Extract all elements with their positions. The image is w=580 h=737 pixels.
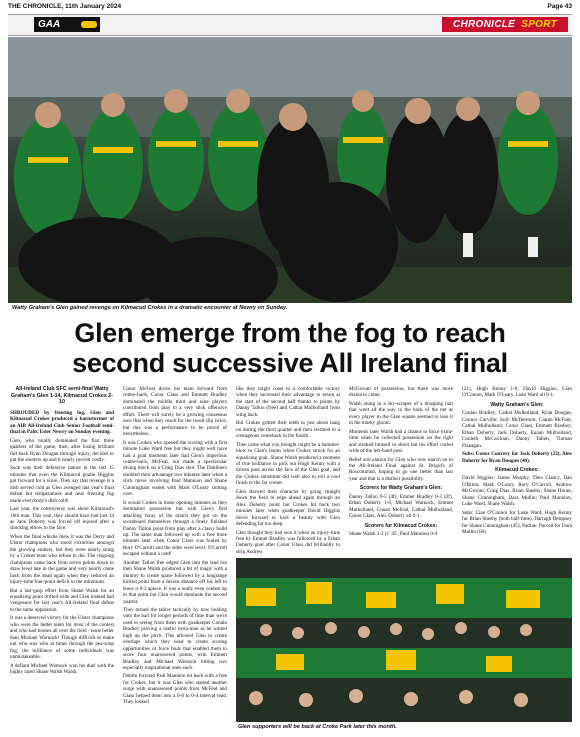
article-column-5	[462, 386, 572, 538]
article-paragraph: Glen showed their character by going straight down the field to edge ahead again through an Alex Doherty point but Crokes hit back two minutes later when goalkeeper David Higgins drove forward to kick a beauty with Glen defending far too deep.	[236, 488, 340, 528]
scorers-glen-heading: Scorers for Watty Graham's Glen:	[359, 485, 443, 492]
scorers-crokes-heading: Scorers for Kilmacud Crokes:	[364, 522, 438, 529]
article-paragraph: McGowan of possession, but there was more drama to come.	[349, 386, 453, 399]
page-number: Page 43	[547, 3, 572, 10]
article-paragraph: Moments later Walsh had a chance to force extra-time when he collected possession on the right and stroked himself to shoot but his effort curled wide of the left-hand post.	[349, 428, 453, 455]
team-crokes-subs: Subs: Cian O'Connor for Luke Ward, Hugh Kenny for Brian Sheehy (both half-time), Darragh Dempsey for Shane Cunningham (45), Padraic Purcell for Dara Mullin (60)	[462, 509, 572, 536]
team-glen-subs: Subs: Conor Convery for Jack Doherty (22), Alex Doherty for Ryan Dougan (40).	[462, 451, 572, 464]
article-paragraph: Last year, the controversy was about Kilmacud's 16th man. This year, they should have had just 14 as Jack Doherty was forced off injured after a shocking elbow to the face.	[10, 506, 114, 532]
article-column-4	[349, 386, 453, 540]
gaa-logo-badge-icon	[81, 21, 97, 28]
article-paragraph: They turned the tables tactically by now holding onto the ball for longer periods of time than we're used to seeing from them with goalkeeper Conaln Bradley proving a useful extra-man as he waited high up the pitch. This allowed Glen to create overlaps which they used to create scoring opportunities or force fouls that enabled them to score four unanswered points, with Emmett Bradley and Michael Warnock hitting two especially inspirational ones each.	[123, 606, 227, 672]
article-paragraph: Glen, who totally dominated the first three quarters of the game, then, after losing brilliant full back Ryan Dougan through injury, decided to put the shutters up and it nearly proved costly.	[10, 437, 114, 463]
masthead-strip	[8, 3, 572, 13]
brand-sport: SPORT	[521, 19, 558, 30]
article-paragraph: It was a deserved victory for the Ulster champions who were the better team for most of the contest and who had bosses all over the field - none better than Michael Warnock! Though difficult to make out who was who at times through the pea-soup fog, the brilliance of some individuals was unmistakeable.	[10, 615, 114, 661]
masthead-date: THE CHRONICLE, 11th January 2024	[8, 3, 122, 10]
team-huddle-photo	[8, 37, 572, 303]
article-paragraph: Walsh stung in a sky-scraper of a dropping ball that went all the way to the back of the net as every player in the Glen square seemed to lose it in the murky gloom.	[349, 400, 453, 427]
headline-line-2: second successive All Ireland final	[72, 348, 508, 378]
brand-name: CHRONICLE	[452, 19, 516, 30]
article-column-3	[236, 386, 340, 557]
article-paragraph: Another Tallon free edged Glen into the lead but then Shane Walsh produced a bit of magic with a dummy to create space followed by a longrange kicked point from a decent distance off his left to leave it 0-3 apiece. It was a really even contest up to that point but Glen would dominate the second quarter.	[123, 559, 227, 605]
section-bar	[8, 14, 572, 36]
supporters-caption: Glen supporters will be back at Croke Park later this month.	[238, 724, 397, 730]
article-paragraph: Glen thought they had won it when an injury-time free by Emmet Bradley was followed by a Ethan Doherty goal after Conor Glass did brilliantly to strip Andrew	[236, 529, 340, 555]
article-paragraph: Such was their defensive nature in the last 15 minutes that even the Kilmacud goalie Higgins got forward for a score. They say that revenge is a dish served cold as Glen avenged last year's final defeat but temperatures and near freezing fog made everybody's dish cold!	[10, 465, 114, 504]
supporters-photo	[236, 558, 572, 722]
article-paragraph: But Crokes gritted their teeth to just about hang on during the third quarter and then stormed to a courageous comeback in the fourth.	[236, 420, 340, 440]
article-paragraph: It would Crokes in those opening minutes as they dominated possession but with Glen's first attacking foray of the match they got on the scoreboard themselves through a finely finished Danny Tallon point from play after a classy build up. The same man followed up with a free three minutes later when Conor Glass was fouled by Rory O'Carroll and the sides were level. O'Carroll escaped without a card!	[123, 499, 227, 558]
article-paragraph: (21), Hugh Kenny 1-0, David Higgins, Cian O'Connor, Mark O'Leary, Luke Ward all 0-1.	[462, 386, 572, 399]
article-column-1	[10, 386, 114, 677]
scorers-glen: Danny Tallon 0-5 (4f), Emmet Bradley 0-3 (2f), Ethan Doherty 1-0, Michael Warnock, Emmet Mulholland, Conan McFeal, Cathal Mulholland, Conor Glass, Alex Doherty all 0-1.	[349, 493, 453, 520]
scorers-crokes: Shane Walsh 1-2 (1 '45', Paul Mannion 0-4	[349, 531, 438, 538]
article-paragraph: like they might coast to a comfortable victory when they increased their advantage to seven at the start of the second half thanks to points by Danny Tallon (free) and Cathal Mulholland from wing back.	[236, 386, 340, 418]
team-crokes: David Higgins; James Murphy, Theo Clancy, Dan O'Brien; Mark O'Leary, Rory O'Carroll, Andrew McGowan; Craig Dias, Brian Sheehy; Shane Horan, Shane Cunningham, Dara Mullin; Paul Mannion, Luke Ward, Shane Walsh.	[462, 475, 572, 508]
article-paragraph: Dublin forward Paul Mannion hit back with a free for Crokes, but it was Glen who started another surge with unanswered points from McFeal and Glass helped them into a 0-8 to 0-4 interval lead. They looked	[123, 673, 227, 706]
article-paragraph: Then came what you thought might be a hammer-blow to Glen's hopes when Crokes struck for an equalising goal. Shane Walsh produced a moment of true brilliance to pick out Hugh Kenny with a driven pass across the face of the Glen goal, and the Crokes substitute did well also to roll a cool finish to the far corner.	[236, 441, 340, 487]
headline-line-1: Glen emerge from the fog to reach	[74, 318, 506, 348]
photo-caption: Watty Graham's Glen gained revenge on Kilmacud Crokes in a dramatic encounter at Newry on Sunday.	[12, 305, 288, 311]
gaa-logo-text: GAA	[38, 19, 61, 30]
article-column-2	[123, 386, 227, 708]
team-glen-heading: Watty Graham's Glen:	[490, 401, 544, 408]
article-paragraph: Conor McFeal drove his team forward from centre-back, Conor Glass and Emmett Bradley dominated the middle third and nine players contributed from play to a very slick offensive effort. There will surely be a growing consensus now that when they reach for the result slip twice, but this was a performance to be proud of nevertheless.	[123, 386, 227, 438]
chronicle-sport-logo	[442, 17, 568, 32]
article-paragraph: A defiant Michael Warnock won his duel with the highly rated Shane Walsh Walsh,	[10, 662, 114, 675]
team-glen: Conlan Bradley; Cathal Mulholland, Ryan Dougan, Connor Carville; Jody McDermott, Ciaran McFaul, Cathal Mulholland; Conor Glass, Emmett Bradley; Ethan Doherty, Jack Doherty, Eunan Mulholland, Conleth McGuckian, Danny Tallon, Tiarnan Flanagan.	[462, 410, 572, 449]
article-paragraph: When the final whistle blew it was the Derry and Ulster champions who stood victorious amongst the glowing embers, but they were nearly stung by a Crokes team who refuse to die. The reigning champions came back from seven points down to draw level late in the game and very nearly came back from the dead again when they reduced an injury-time four-point deficit to the minimum.	[10, 533, 114, 586]
gaa-logo	[34, 17, 100, 32]
team-huddle-illustration	[8, 37, 572, 303]
article-paragraph: But a last-gasp effort from Shane Walsh for an equalising point drifted wide and Glen instead had vengeance for last year's All-Ireland final defeat to the same opposition.	[10, 587, 114, 613]
article-paragraph: SHROUDED by freezing fog, Glen and Kilmacud Crokes produced a barnstormer of an AIB All-Ireland Club Senior Football semi-final in Pairc Esler Newry on Sunday evening.	[10, 409, 114, 436]
headline	[10, 318, 570, 378]
article-paragraph: It was Crokes who opened the scoring with a first minute Luke Ward free but they might well have had a goal moments later had Glen's imperious centre-back, McFeal, not made a spectacular diving block on a Craig Dias shot. The Dubliners doubled their advantage two minutes later when a slick move involving Paul Mannion and Shane Cunningham ended with Mark O'Leary slotting over.	[123, 439, 227, 498]
article-paragraph: Relief and elation for Glen who now march on to the All-Ireland Final against St. Brigid's of Roscommon, hoping to go one better than last year and that is a distinct possibility.	[349, 456, 453, 482]
team-crokes-heading: Kilmacud Crokes:	[495, 466, 539, 473]
supporters-illustration	[236, 558, 572, 722]
article-kicker: All-Ireland Club SFC semi-final Watty Graham's Glen 1-14, Kilmacud Crokes 2-10	[11, 386, 113, 406]
